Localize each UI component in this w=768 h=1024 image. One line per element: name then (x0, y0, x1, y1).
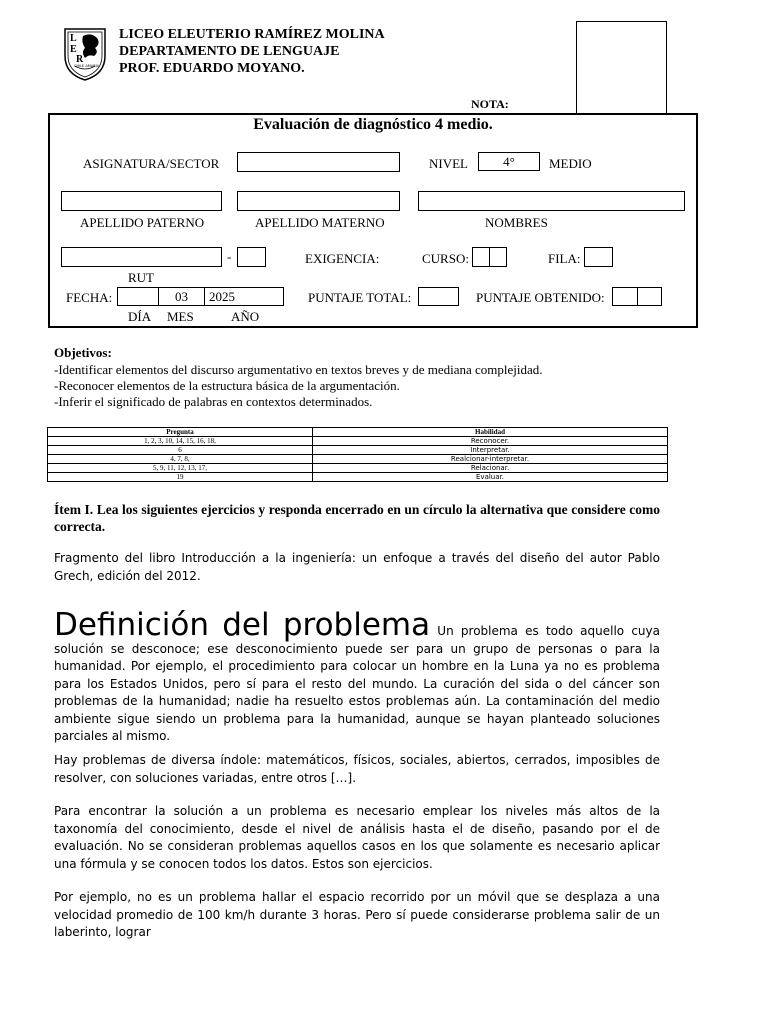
department-name: DEPARTAMENTO DE LENGUAJE (119, 44, 340, 59)
item-one-title: Ítem I. Lea los siguientes ejercicios y responda encerrado en un círculo la alternativa que considere como correcta. (54, 502, 660, 534)
school-logo (61, 26, 109, 82)
table-cell-habilidad: Interpretar. (313, 446, 668, 455)
nombres-field[interactable] (418, 191, 685, 211)
puntaje-total-label: PUNTAJE TOTAL: (308, 290, 412, 305)
table-header-row (48, 428, 668, 437)
logo-letter-l: L (70, 33, 77, 44)
nivel-label: NIVEL (429, 156, 468, 171)
nivel-field[interactable]: 4° (478, 152, 540, 171)
table-header-habilidad: Habilidad (313, 428, 668, 437)
table-cell-pregunta: 1, 2, 3, 10, 14, 15, 16, 18, (48, 437, 313, 446)
fecha-mes-field[interactable]: 03 (158, 287, 205, 306)
reading-paragraph (54, 607, 660, 746)
objective-item: -Reconocer elementos de la estructura básica de la argumentación. (54, 378, 400, 393)
rut-label: RUT (128, 270, 154, 285)
logo-motto: CHILE AMARIA (74, 64, 100, 68)
table-cell-habilidad: Reconocer. (313, 437, 668, 446)
puntaje-obtenido-field-1[interactable] (612, 287, 638, 306)
mes-label: MES (167, 309, 194, 324)
apellido-paterno-label: APELLIDO PATERNO (80, 215, 205, 230)
apellido-materno-label: APELLIDO MATERNO (255, 215, 385, 230)
table-row (48, 437, 668, 446)
fila-field[interactable] (584, 247, 613, 267)
fecha-anio-field[interactable] (204, 287, 284, 306)
table-cell-habilidad: Evaluar. (313, 473, 668, 482)
logo-letter-r: R (76, 54, 84, 65)
fecha-dia-field[interactable] (117, 287, 159, 306)
form-title: Evaluación de diagnóstico 4 medio. (253, 116, 493, 133)
reading-paragraph-text: Un problema es todo aquello cuya solución se desconoce; ese desconocimiento puede ser para un grupo de personas o para la humanidad. Por ejemplo, el procedimiento para colocar un hombre en la Luna ya no es problema para los Estados Unidos, pero sí para el resto del mundo. La curación del sida o del cáncer son problemas de la humanidad; nadie ha resuelto estos problemas aún. La contaminación del medio ambiente sigue siendo un problema para la humanidad, aunque se hayan planteado soluciones parciales al mismo. (54, 624, 660, 743)
fecha-anio-value: 2025 (209, 289, 235, 304)
table-cell-habilidad: Realcionar-interpretar. (313, 455, 668, 464)
curso-field-2[interactable] (489, 247, 507, 267)
table-header-pregunta: Pregunta (48, 428, 313, 437)
rut-field[interactable] (61, 247, 222, 267)
nota-label: NOTA: (471, 97, 509, 111)
asignatura-field[interactable] (237, 152, 400, 172)
rut-dash: - (227, 249, 232, 264)
school-name: LICEO ELEUTERIO RAMÍREZ MOLINA (119, 27, 385, 42)
reading-paragraph: Hay problemas de diversa índole: matemáticos, físicos, sociales, abiertos, cerrados, imposibles de resolver, con soluciones variadas, entre otros […]. (54, 753, 660, 785)
table-row (48, 473, 668, 482)
puntaje-total-field[interactable] (418, 287, 459, 306)
table-cell-habilidad: Relacionar. (313, 464, 668, 473)
apellido-materno-field[interactable] (237, 191, 400, 211)
objective-item: -Inferir el significado de palabras en contextos determinados. (54, 394, 373, 409)
table-row (48, 455, 668, 464)
curso-field-1[interactable] (472, 247, 490, 267)
nota-grade-box[interactable] (576, 21, 667, 115)
logo-letter-e: E (70, 44, 77, 55)
table-cell-pregunta: 5, 9, 11, 12, 13, 17, (48, 464, 313, 473)
objective-item: -Identificar elementos del discurso argumentativo en textos breves y de mediana complejidad. (54, 362, 543, 377)
teacher-name: PROF. EDUARDO MOYANO. (119, 61, 305, 76)
fila-label: FILA: (548, 251, 581, 266)
table-cell-pregunta: 6 (48, 446, 313, 455)
objectives-title: Objetivos: (54, 345, 112, 360)
table-cell-pregunta: 4, 7, 8, (48, 455, 313, 464)
reading-paragraph: Por ejemplo, no es un problema hallar el espacio recorrido por un móvil que se desplaza a una velocidad promedio de 100 km/h durante 3 horas. Pero sí puede considerarse problema salir de un laberinto, lograr (54, 890, 660, 939)
puntaje-obtenido-label: PUNTAJE OBTENIDO: (476, 290, 605, 305)
nombres-label: NOMBRES (485, 215, 548, 230)
skills-table (47, 427, 668, 482)
reading-paragraph: Para encontrar la solución a un problema es necesario emplear los niveles más altos de la taxonomía del conocimiento, desde el nivel de análisis hasta el de diseño, pasando por el de evaluación. No se consideran problemas aquellos casos en los que solamente es necesario aplicar una fórmula y se conocen todos los datos. Estos son ejercicios. (54, 804, 660, 871)
reading-heading: Definición del problema (54, 607, 431, 643)
curso-label: CURSO: (422, 251, 469, 266)
rut-check-digit-field[interactable] (237, 247, 266, 267)
dia-label: DÍA (128, 309, 152, 324)
exigencia-label: EXIGENCIA: (305, 251, 380, 266)
table-row (48, 446, 668, 455)
asignatura-label: ASIGNATURA/SECTOR (83, 156, 220, 171)
apellido-paterno-field[interactable] (61, 191, 222, 211)
anio-label: AÑO (231, 309, 260, 324)
table-row (48, 464, 668, 473)
fecha-label: FECHA: (66, 290, 113, 305)
table-cell-pregunta: 19 (48, 473, 313, 482)
source-note: Fragmento del libro Introducción a la ingeniería: un enfoque a través del diseño del autor Pablo Grech, edición del 2012. (54, 551, 660, 583)
medio-label: MEDIO (549, 156, 592, 171)
puntaje-obtenido-field-2[interactable] (637, 287, 662, 306)
